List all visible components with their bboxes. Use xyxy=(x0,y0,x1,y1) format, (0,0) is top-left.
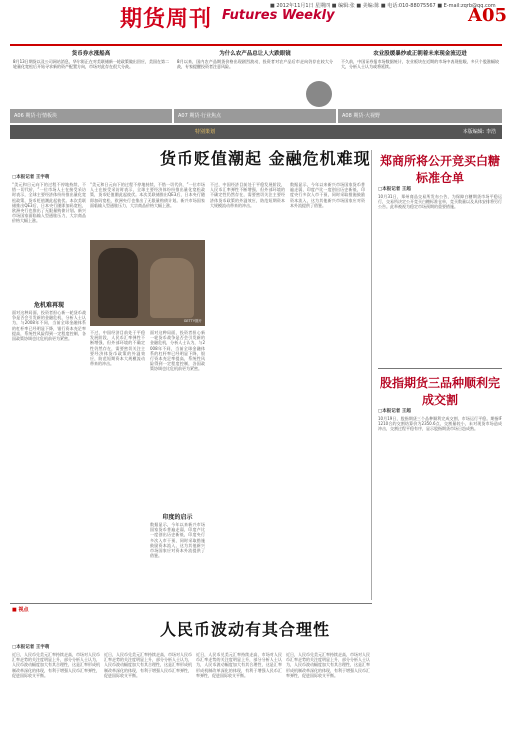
sidebar-headline-2: 股指期货三品种顺利完成交割 xyxy=(379,376,500,407)
teaser-2[interactable] xyxy=(174,49,336,123)
main-col-1b: 面对这种局面，投资者担心新一轮货币战争是否会引发新的金融危机，分析人士认为，与2008年不同，当前全球金融体系的杠杆率已经明显下降，银行资本充足率提高，系统性风险得到一定程度控制，各国政策协调也比危机前更为紧密。 xyxy=(12,310,86,342)
newspaper-title: 期货周刊 xyxy=(120,6,213,32)
teaser-title: 为什么农产品总让人大跌眼镜 xyxy=(219,51,291,57)
bottom-col-2: 近日，人民币兑美元汇率持续走高，市场对人民币汇率走势的关注度明显上升，部分分析人士认为，人民币波动幅度加大有其合理性，这是汇率形成机制改革深化的体现，有利于增强人民币汇率弹性，促进国际收支平衡。 xyxy=(104,652,192,678)
bottom-divider xyxy=(10,603,372,604)
teaser-footer: A08 期货·大视野 xyxy=(338,109,502,123)
header-divider xyxy=(10,44,502,46)
teaser-title: 农业股缓暴炒或正朝着未来现金流迈进 xyxy=(373,51,467,57)
sidebar-text-2: 10月19日，股指期货三个品种顺利完成交割，市场运行平稳。期指IF1210合约交割结算价为2350.6点，交割量较小，未对现货市场造成冲击，交割过程平稳有序，显示股指期货市场日趋成熟。 xyxy=(378,416,502,432)
photo-figure xyxy=(150,258,194,318)
main-col-2b: 不过，中国经济目前处于平稳发展阶段，人民币汇率弹性不断增强，但外部环境的不确定性仍然存在，需要密切关注主要经济体货币政策的外溢效应，防范短期资本大规模流动带来的冲击。 xyxy=(90,330,145,367)
main-col-2: “美元和日元向下的过程不停地持续，不惜一切代价，”一位市场人士在接受采访时表示，全球主要经济体纷纷推出量化宽松政策，货币贬值潮此起彼伏。本次美联储推出QE3后，日本央行随即加码宽松，欧洲央行也推出了无限量购债计划。新兴市场国家面临输入型通胀压力，大宗商品价格大幅上涨。 xyxy=(90,182,205,208)
editor-label: 本版编辑: 李浩 xyxy=(462,129,496,135)
teaser-footer: A07 期货·行业焦点 xyxy=(174,109,336,123)
page-number: A05 xyxy=(468,5,508,26)
bottom-col-4: 近日，人民币兑美元汇率持续走高，市场对人民币汇率走势的关注度明显上升，部分分析人士认为，人民币波动幅度加大有其合理性，这是汇率形成机制改革深化的体现，有利于增强人民币汇率弹性，促进国际收支平衡。 xyxy=(286,652,370,678)
main-col-1: “美元和日元向下的过程不停地持续，不惜一切代价，”一位市场人士在接受采访时表示，全球主要经济体纷纷推出量化宽松政策，货币贬值潮此起彼伏。本次美联储推出QE3后，日本央行随即加码宽松，欧洲央行也推出了无限量购债计划。新兴市场国家面临输入型通胀压力，大宗商品价格大幅上涨。 xyxy=(12,182,86,224)
column-divider xyxy=(371,150,372,600)
photo-figure xyxy=(98,248,138,318)
main-subhead-1: 危机难再现 xyxy=(33,302,64,309)
bottom-byline: □本报记者 王宇萌 xyxy=(12,645,50,650)
teaser-title: 货币券水涨船高 xyxy=(71,51,111,57)
sidebar-headline-1: 郑商所将公开竞买白糖标准仓单 xyxy=(379,154,500,185)
photo-caption: GETTY图片 xyxy=(183,319,202,323)
teaser-thumbnail xyxy=(306,81,332,107)
bottom-col-3: 近日，人民币兑美元汇率持续走高，市场对人民币汇率走势的关注度明显上升，部分分析人士认为，人民币波动幅度加大有其合理性，这是汇率形成机制改革深化的体现，有利于增强人民币汇率弹性，促进国际收支平衡。 xyxy=(196,652,282,678)
issue-meta: ■ 2012年11月1日 星期四 ■ 编辑:张 ■ 美编:陈 ■ 电话:010-88075567 ■ E-mail:zqrb@qq.com xyxy=(270,3,496,9)
sidebar-byline-1: □本报记者 王超 xyxy=(378,187,411,192)
sidebar-divider xyxy=(378,368,502,369)
main-subhead-2: 印度的启示 xyxy=(162,514,193,521)
sidebar-byline-2: □本报记者 王超 xyxy=(378,409,411,414)
main-col-5: 数据显示，今年以来新兴市场国家货币普遍走弱，印度卢比一度创出历史新低，印度央行多次入市干预，同时采取措施鼓励资本流入，这为其他新兴市场国家应对资本外流提供了借鉴。 xyxy=(290,182,365,208)
sidebar-text-1: 10月31日，郑州商品交易所发布公告，为保障白糖期货市场平稳运行，交易所决定公开竞买白糖标准仓单，竞买数量以及具体安排将另行公告。此举被视为稳定市场预期的重要措施。 xyxy=(378,194,502,210)
teaser-text: 不久前，中国证券报市场数据统计，农业板块在近期的市场中表现抢眼，多只个股涨幅较大，分析人士认为或将延续。 xyxy=(341,59,499,69)
newspaper-title-en: Futures Weekly xyxy=(222,8,335,23)
main-col-3b: 数据显示，今年以来新兴市场国家货币普遍走弱，印度卢比一度创出历史新低，印度央行多次入市干预，同时采取措施鼓励资本流入，这为其他新兴市场国家应对资本外流提供了借鉴。 xyxy=(150,522,205,559)
main-col-3: 面对这种局面，投资者担心新一轮货币战争是否会引发新的金融危机，分析人士认为，与2008年不同，当前全球金融体系的杠杆率已经明显下降，银行资本充足率提高，系统性风险得到一定程度控制，各国政策协调也比危机前更为紧密。 xyxy=(150,330,205,372)
main-col-4: 不过，中国经济目前处于平稳发展阶段，人民币汇率弹性不断增强，但外部环境的不确定性仍然存在，需要密切关注主要经济体货币政策的外溢效应，防范短期资本大规模流动带来的冲击。 xyxy=(210,182,285,208)
teaser-text: 8月13日期货以及公司网站消息，华尔街正在对美联储新一轮政策做出回应，美国在第二轮量化宽松后开始寻求新的资产配置方向，市场对此存在很大分歧。 xyxy=(13,59,169,69)
main-byline: □本报记者 王宇萌 xyxy=(12,175,50,180)
section-label: 特别策划 xyxy=(195,129,216,135)
bottom-headline: 人民币波动有其合理性 xyxy=(160,620,331,639)
main-headline: 货币贬值潮起 金融危机难现 xyxy=(160,149,371,168)
teaser-3[interactable] xyxy=(338,49,502,123)
teaser-text: 8月以来，国内农产品期货价格出现剧烈波动，投资者对农产品后市走向仍存在较大分歧，专家提醒投资者注意风险。 xyxy=(177,59,333,69)
teaser-1[interactable] xyxy=(10,49,172,123)
teaser-footer: A06 期货·行情板块 xyxy=(10,109,172,123)
masthead xyxy=(0,0,508,40)
bottom-section-label: ■ 视点 xyxy=(12,607,29,613)
bottom-col-1: 近日，人民币兑美元汇率持续走高，市场对人民币汇率走势的关注度明显上升，部分分析人士认为，人民币波动幅度加大有其合理性，这是汇率形成机制改革深化的体现，有利于增强人民币汇率弹性，促进国际收支平衡。 xyxy=(12,652,100,678)
news-photo xyxy=(90,240,205,326)
section-bar xyxy=(10,125,502,139)
